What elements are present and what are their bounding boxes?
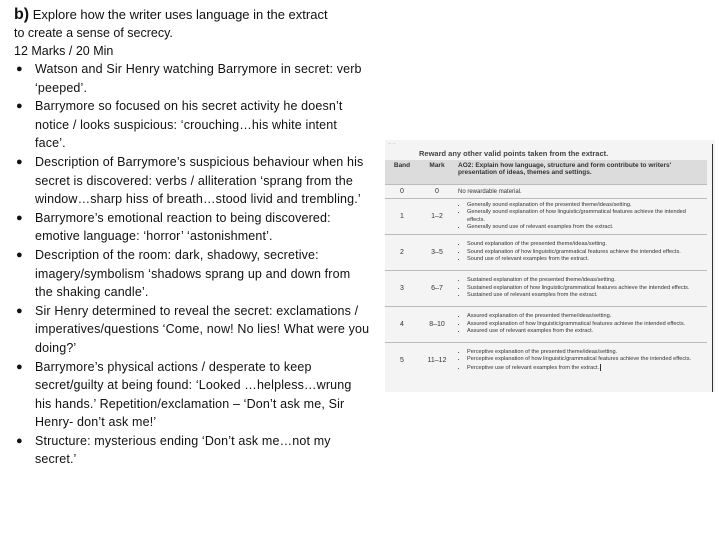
mark-cell: 8–10	[419, 307, 455, 343]
band-cell: 0	[385, 185, 419, 199]
mark-cell: 0	[419, 185, 455, 199]
reward-note: Reward any other valid points taken from the extract.	[419, 149, 609, 158]
descriptor-item: • Sound explanation of how linguistic/grammatical features achieve the intended effects.	[467, 249, 704, 256]
mark-cell: 3–5	[419, 235, 455, 271]
descriptor-item: • Sound use of relevant examples from the extract.	[467, 256, 704, 263]
descriptor-list	[458, 277, 704, 299]
answer-point	[14, 209, 370, 246]
mark-header: Mark	[419, 160, 455, 185]
descriptor-item: • Perceptive explanation of how linguistic/grammatical features achieve the intended effects.	[467, 356, 704, 363]
marks-and-time: 12 Marks / 20 Min	[14, 44, 114, 58]
bullet-icon: ●	[16, 63, 23, 75]
band-cell: 5	[385, 343, 419, 379]
mark-scheme-top-note: ... ...	[388, 140, 396, 145]
scan-edge-line	[712, 144, 713, 392]
answer-point	[14, 302, 370, 358]
descriptor-item: • Generally sound use of relevant examples from the extract.	[467, 224, 704, 231]
question-heading	[14, 6, 370, 24]
text-cursor	[600, 364, 601, 371]
answer-point-text: Description of Barrymore’s suspicious behaviour when his secret is discovered: verbs / alliteration ‘sprang from the window…sharp hiss of breath…stood livid and trembling.’	[35, 154, 364, 207]
descriptor-list	[458, 202, 704, 232]
descriptor-item: • Perceptive explanation of the presented theme/ideas/setting.	[467, 349, 704, 356]
question-line-2: to create a sense of secrecy.	[14, 26, 173, 40]
band-cell: 1	[385, 199, 419, 235]
descriptor-item: • Sustained explanation of how linguistic/grammatical features achieve the intended effects.	[467, 285, 704, 292]
band-cell: 3	[385, 271, 419, 307]
mark-cell: 11–12	[419, 343, 455, 379]
descriptor-item: • Perceptive use of relevant examples from the extract.	[467, 364, 704, 372]
answer-point-text: Watson and Sir Henry watching Barrymore in secret: verb ‘peeped’.	[35, 62, 362, 95]
ao2-header: AO2: Explain how language, structure and form contribute to writers' presentation of ideas, themes and settings.	[455, 160, 707, 185]
mark-cell: 6–7	[419, 271, 455, 307]
answer-point-text: Barrymore’s emotional reaction to being discovered: emotive language: ‘horror’ ‘astonishment’.	[35, 210, 331, 244]
descriptor-cell	[455, 271, 707, 307]
descriptor-item: • Sustained explanation of the presented theme/ideas/setting.	[467, 277, 704, 284]
question-label: b)	[14, 6, 30, 23]
answer-point	[14, 97, 370, 153]
answer-point-text: Barrymore’s physical actions / desperate to keep secret/guilty at being found: ‘Looked …helpless…wrung his hands.’ Repetition/exclamation – ‘Don’t ask me, Sir Henry- don’t ask me!’	[35, 359, 352, 430]
question-text: Explore how the writer uses language in the extract	[32, 7, 328, 22]
answer-point	[14, 358, 370, 432]
mark-scheme-row	[385, 235, 707, 271]
descriptor-list	[458, 241, 704, 263]
answer-point	[14, 153, 370, 209]
descriptor-item: • Assured use of relevant examples from the extract.	[467, 328, 704, 335]
descriptor-cell	[455, 199, 707, 235]
mark-scheme-table	[385, 160, 707, 378]
answer-point-text: Description of the room: dark, shadowy, secretive: imagery/symbolism ‘shadows sprang up and down from the shaking candle’.	[35, 247, 351, 300]
mark-scheme-row	[385, 343, 707, 379]
bullet-icon: ●	[16, 211, 23, 224]
answer-point-text: Sir Henry determined to reveal the secret: exclamations / imperatives/questions ‘Come, now! No lies! What were you doing?’	[35, 303, 370, 355]
answer-point	[14, 60, 370, 97]
band-header: Band	[385, 160, 419, 185]
descriptor-text: No rewardable material.	[458, 188, 522, 195]
descriptor-cell	[455, 343, 707, 379]
mark-scheme-row	[385, 199, 707, 235]
mark-scheme-row	[385, 185, 707, 199]
bullet-icon: ●	[16, 100, 23, 113]
answer-point-text: Structure: mysterious ending ‘Don’t ask me…not my secret.’	[35, 433, 331, 467]
bullet-icon: ●	[16, 248, 23, 261]
descriptor-item: • Sound explanation of the presented theme/ideas/setting.	[467, 241, 704, 248]
descriptor-cell	[455, 235, 707, 271]
mark-scheme-image	[385, 140, 715, 392]
band-cell: 2	[385, 235, 419, 271]
bullet-icon: ●	[16, 304, 23, 317]
mark-scheme-row	[385, 307, 707, 343]
bullet-icon: ●	[16, 360, 23, 373]
mark-cell: 1–2	[419, 199, 455, 235]
answer-point	[14, 432, 370, 469]
question-panel	[14, 6, 370, 469]
descriptor-item: • Generally sound explanation of the presented theme/ideas/setting.	[467, 202, 704, 209]
descriptor-item: • Sustained use of relevant examples from the extract.	[467, 292, 704, 299]
band-cell: 4	[385, 307, 419, 343]
descriptor-cell	[455, 307, 707, 343]
descriptor-cell	[455, 185, 707, 199]
answer-point-text: Barrymore so focused on his secret activity he doesn’t notice / looks suspicious: ‘crouching…his white intent face’.	[35, 99, 343, 151]
descriptor-list	[458, 313, 704, 335]
descriptor-item: • Generally sound explanation of how linguistic/grammatical features achieve the intended effects.	[467, 209, 704, 224]
answer-point	[14, 246, 370, 302]
bullet-icon: ●	[16, 155, 23, 168]
bullet-icon: ●	[16, 434, 23, 447]
descriptor-list	[458, 349, 704, 372]
descriptor-item: • Assured explanation of how linguistic/grammatical features achieve the intended effects.	[467, 321, 704, 328]
answer-points-list	[14, 60, 370, 469]
mark-scheme-row	[385, 271, 707, 307]
descriptor-item: • Assured explanation of the presented theme/ideas/setting.	[467, 313, 704, 320]
